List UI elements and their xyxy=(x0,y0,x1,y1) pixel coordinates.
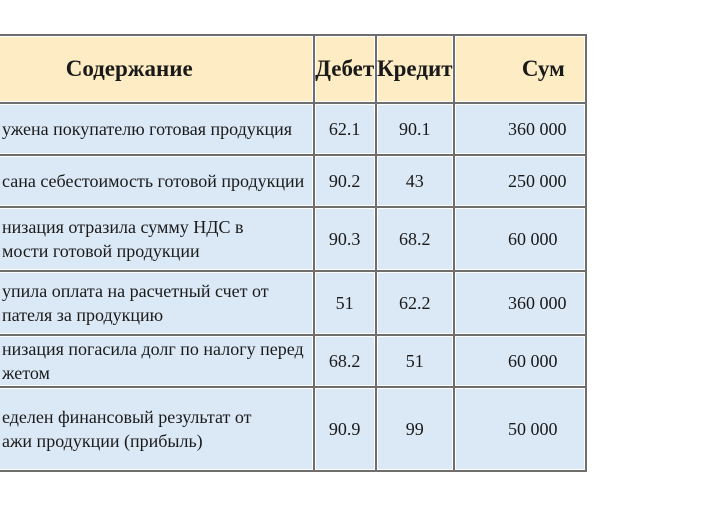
row-debit: 51 xyxy=(314,271,376,335)
table-row xyxy=(0,155,586,207)
row-debit: 68.2 xyxy=(314,335,376,387)
row-debit: 90.2 xyxy=(314,155,376,207)
row-sum-value: 50 000 xyxy=(508,418,558,439)
row-content xyxy=(0,387,314,471)
row-sum-value: 60 000 xyxy=(508,350,558,371)
row-content-line: ужена покупателю готовая продукция xyxy=(2,119,293,139)
row-content xyxy=(0,103,314,155)
row-debit: 90.3 xyxy=(314,207,376,271)
row-credit: 51 xyxy=(376,335,454,387)
row-sum xyxy=(454,103,586,155)
row-content-line: жетом xyxy=(2,363,50,383)
row-sum xyxy=(454,271,586,335)
row-sum xyxy=(454,155,586,207)
row-sum xyxy=(454,387,586,471)
table-row xyxy=(0,207,586,271)
row-content-line: мости готовой продукции xyxy=(2,241,200,261)
row-credit: 62.2 xyxy=(376,271,454,335)
row-sum-value: 60 000 xyxy=(508,228,558,249)
row-content xyxy=(0,155,314,207)
row-credit: 99 xyxy=(376,387,454,471)
row-debit: 62.1 xyxy=(314,103,376,155)
row-content-line: низация погасила долг по налогу перед xyxy=(2,339,304,359)
row-sum-value: 250 000 xyxy=(508,170,567,191)
row-content xyxy=(0,207,314,271)
row-sum-value: 360 000 xyxy=(508,118,567,139)
row-content-line: низация отразила сумму НДС в xyxy=(2,217,244,237)
row-content-line: пателя за продукцию xyxy=(2,305,164,325)
table-row xyxy=(0,387,586,471)
row-content-line: еделен финансовый результат от xyxy=(2,407,252,427)
row-debit: 90.9 xyxy=(314,387,376,471)
row-content-line: сана себестоимость готовой продукции xyxy=(2,171,305,191)
table-row xyxy=(0,271,586,335)
row-sum xyxy=(454,207,586,271)
row-credit: 90.1 xyxy=(376,103,454,155)
accounting-entries-table xyxy=(0,34,587,472)
header-content: Содержание xyxy=(0,35,314,103)
header-credit: Кредит xyxy=(376,35,454,103)
row-sum xyxy=(454,335,586,387)
row-credit: 43 xyxy=(376,155,454,207)
row-content-line: упила оплата на расчетный счет от xyxy=(2,281,269,301)
header-sum: Сум xyxy=(454,35,586,103)
table-header-row xyxy=(0,35,586,103)
row-content xyxy=(0,271,314,335)
table-row xyxy=(0,103,586,155)
header-debit: Дебет xyxy=(314,35,376,103)
table-row xyxy=(0,335,586,387)
row-content xyxy=(0,335,314,387)
row-sum-value: 360 000 xyxy=(508,292,567,313)
row-content-line: ажи продукции (прибыль) xyxy=(2,431,203,451)
row-credit: 68.2 xyxy=(376,207,454,271)
